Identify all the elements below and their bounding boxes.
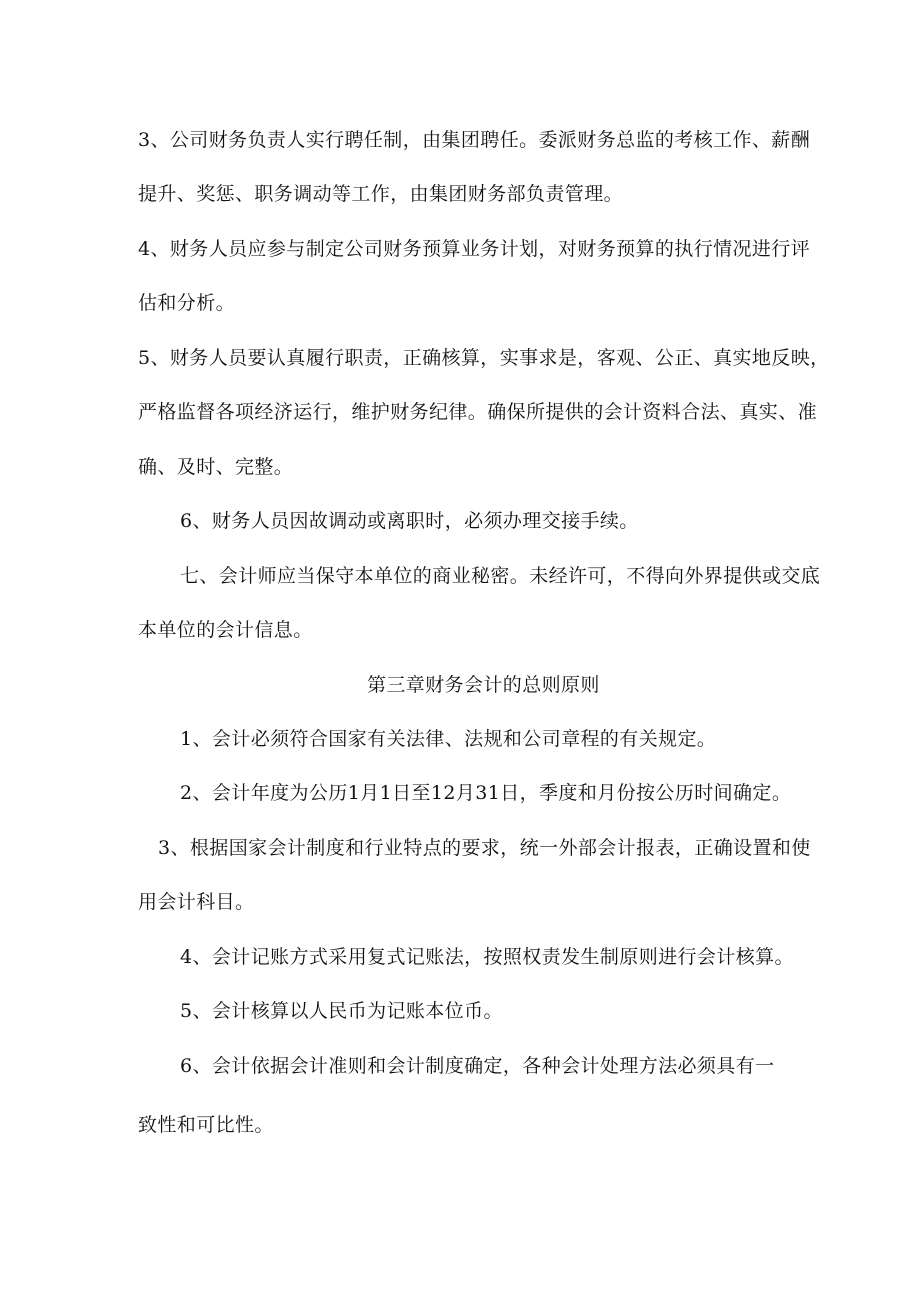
chapter-heading: 第三章财务会计的总则原则 (367, 674, 600, 696)
text-line-14: 3、根据国家会计制度和行业特点的要求，统一外部会计报表，正确设置和使 (158, 837, 811, 859)
text-line-13: 2、会计年度为公历1月1日至12月31日，季度和月份按公历时间确定。 (180, 782, 792, 804)
text-line-2: 提升、奖惩、职务调动等工作，由集团财务部负责管理。 (138, 183, 624, 205)
text-line-18: 6、会计依据会计准则和会计制度确定，各种会计处理方法必须具有一 (180, 1055, 775, 1077)
text-line-4: 估和分析。 (138, 292, 236, 314)
text-line-1: 3、公司财务负责人实行聘任制，由集团聘任。委派财务总监的考核工作、薪酬 (138, 129, 811, 151)
text-line-5: 5、财务人员要认真履行职责，正确核算，实事求是，客观、公正、真实地反映， (138, 347, 830, 369)
text-line-19: 致性和可比性。 (138, 1114, 274, 1136)
text-line-17: 5、会计核算以人民币为记账本位币。 (180, 1000, 503, 1022)
text-line-16: 4、会计记账方式采用复式记账法，按照权责发生制原则进行会计核算。 (180, 946, 794, 968)
text-line-8: 6、财务人员因故调动或离职时，必须办理交接手续。 (180, 510, 639, 532)
text-line-9: 七、会计师应当保守本单位的商业秘密。未经许可，不得向外界提供或交底 (180, 565, 821, 587)
text-line-7: 确、及时、完整。 (138, 456, 294, 478)
text-line-15: 用会计科目。 (138, 891, 255, 913)
text-line-12: 1、会计必须符合国家有关法律、法规和公司章程的有关规定。 (180, 728, 717, 750)
text-line-6: 严格监督各项经济运行，维护财务纪律。确保所提供的会计资料合法、真实、准 (138, 401, 818, 423)
text-line-3: 4、财务人员应参与制定公司财务预算业务计划，对财务预算的执行情况进行评 (138, 238, 811, 260)
text-line-10: 本单位的会计信息。 (138, 619, 313, 641)
